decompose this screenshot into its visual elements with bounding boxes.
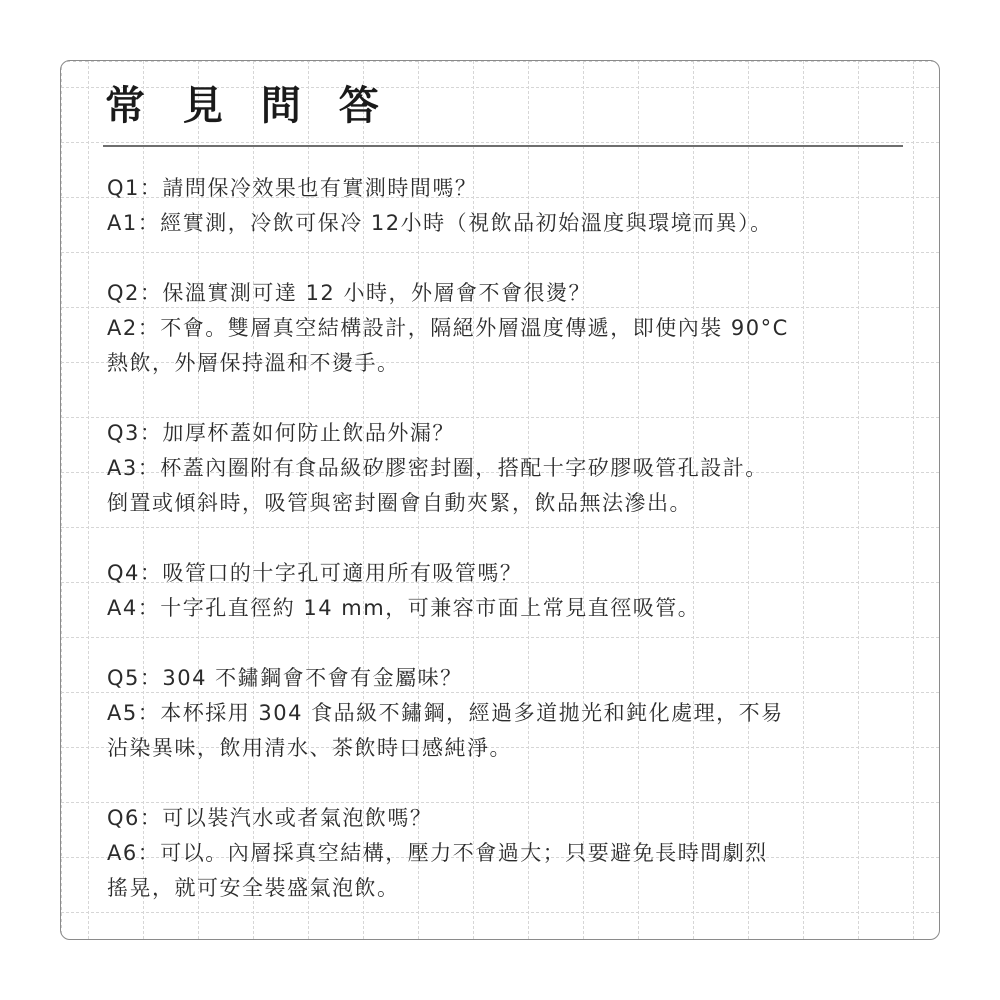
faq-question: Q2：保溫實測可達 12 小時，外層會不會很燙？ [107, 281, 591, 305]
faq-item-4 [107, 556, 907, 626]
faq-card [60, 60, 940, 940]
faq-answer: A2：不會。雙層真空結構設計，隔絕外層溫度傳遞，即使內裝 90°C [107, 316, 789, 340]
faq-answer-continued: 沾染異味，飲用清水、茶飲時口感純淨。 [107, 736, 512, 760]
faq-item-6 [107, 801, 907, 906]
faq-answer: A3：杯蓋內圈附有食品級矽膠密封圈，搭配十字矽膠吸管孔設計。 [107, 456, 768, 480]
faq-answer: A5：本杯採用 304 食品級不鏽鋼，經過多道拋光和鈍化處理，不易 [107, 701, 784, 725]
faq-item-2 [107, 276, 907, 381]
grid-line [913, 61, 914, 939]
faq-answer-continued: 搖晃，就可安全裝盛氣泡飲。 [107, 876, 400, 900]
grid-line [61, 142, 939, 143]
faq-question: Q4：吸管口的十字孔可適用所有吸管嗎？ [107, 561, 523, 585]
faq-answer-continued: 熱飲，外層保持溫和不燙手。 [107, 351, 400, 375]
faq-answer: A6：可以。內層採真空結構，壓力不會過大；只要避免長時間劇烈 [107, 841, 768, 865]
faq-answer-continued: 倒置或傾斜時，吸管與密封圈會自動夾緊，飲品無法滲出。 [107, 491, 692, 515]
faq-list [107, 171, 907, 940]
faq-item-1 [107, 171, 907, 241]
title-divider [103, 145, 903, 147]
faq-question: Q5：304 不鏽鋼會不會有金屬味？ [107, 666, 463, 690]
grid-line [88, 61, 89, 939]
faq-question: Q1：請問保冷效果也有實測時間嗎？ [107, 176, 478, 200]
page-title: 常 見 問 答 [105, 83, 391, 129]
faq-answer: A1：經實測，冷飲可保冷 12小時（視飲品初始溫度與環境而異）。 [107, 211, 773, 235]
faq-answer: A4：十字孔直徑約 14 mm，可兼容市面上常見直徑吸管。 [107, 596, 701, 620]
faq-question: Q3：加厚杯蓋如何防止飲品外漏？ [107, 421, 455, 445]
faq-item-3 [107, 416, 907, 521]
faq-question: Q6：可以裝汽水或者氣泡飲嗎？ [107, 806, 433, 830]
faq-item-5 [107, 661, 907, 766]
